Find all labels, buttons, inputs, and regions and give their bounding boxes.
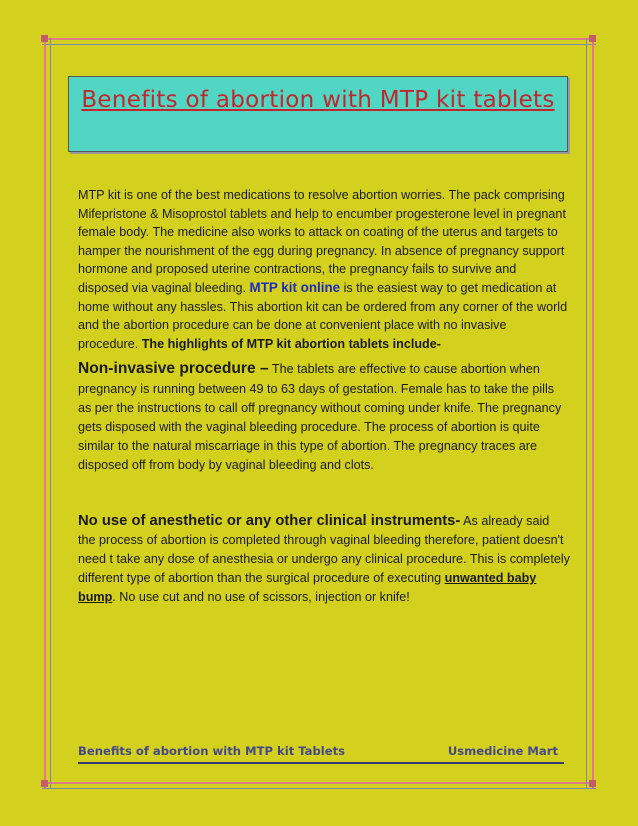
- title-box: [68, 76, 568, 152]
- document-body: [78, 186, 570, 608]
- section-no-anesthetic-body-end: . No use cut and no use of scissors, injection or knife!: [112, 590, 410, 605]
- page-footer: [78, 744, 564, 764]
- page-frame-right-outer: [592, 38, 594, 788]
- page-frame-bottom-inner: [42, 788, 596, 789]
- page-title: Benefits of abortion with MTP kit tablets: [81, 87, 555, 113]
- mtp-kit-online-link[interactable]: MTP kit online: [249, 279, 341, 295]
- frame-corner-bottom-left: [41, 780, 48, 787]
- unwanted-baby-bump-emphasis: unwanted baby bump: [78, 571, 537, 605]
- frame-corner-bottom-right: [589, 780, 596, 787]
- section-no-anesthetic-heading: No use of anesthetic or any other clinical instruments-: [78, 512, 461, 529]
- page-frame-right-inner: [586, 38, 587, 788]
- frame-corner-top-right: [589, 35, 596, 42]
- footer-document-title: Benefits of abortion with MTP kit Tablets: [78, 744, 346, 758]
- section-no-anesthetic: [78, 512, 570, 608]
- footer-publisher: Usmedicine Mart: [447, 744, 558, 758]
- page-frame-left-outer: [44, 38, 46, 788]
- section-no-anesthetic-body-start: As already said the process of abortion is completed through vaginal bleeding therefore, patient doesn't need t take any dose of anesthesia or undergo any clinical procedure. This is completely different type of abortion than the surgical procedure of executing: [78, 513, 570, 586]
- intro-text-before-link: MTP kit is one of the best medications to resolve abortion worries. The pack comprising Mifepristone & Misoprostol tablets and help to encumber progesterone level in pregnant female body. The medicine also works to attack on coating of the uterus and targets to hamper the nourishment of the egg during pregnancy. In absence of pregnancy support hormone and proposed uterine contractions, the pregnancy fails to survive and disposed via vaginal bleeding.: [78, 188, 566, 295]
- section-non-invasive: [78, 359, 570, 475]
- page-frame-top-outer: [42, 38, 596, 40]
- intro-text-after-link: is the easiest way to get medication at home without any hassles. This abortion kit can be ordered from any corner of the world and the abortion procedure can be done at convenient place with no invasive procedure.: [78, 280, 568, 351]
- frame-corner-top-left: [41, 35, 48, 42]
- section-non-invasive-body: The tablets are effective to cause abortion when pregnancy is running between 49 to 63 days of gestation. Female has to take the pills as per the instructions to call off pregnancy without coming under knife. The pregnancy gets disposed with the vaginal bleeding procedure. The process of abortion is quite similar to the natural miscarriage in this type of abortion. The pregnancy traces are disposed off from body by vaginal bleeding and clots.: [78, 362, 562, 473]
- highlights-label: The highlights of MTP kit abortion tablets include-: [141, 336, 441, 351]
- intro-paragraph: [78, 186, 570, 353]
- page-frame-bottom-outer: [42, 782, 596, 784]
- page-frame-left-inner: [50, 38, 51, 788]
- page-frame-top-inner: [42, 44, 596, 45]
- section-non-invasive-heading: Non-invasive procedure –: [78, 360, 269, 378]
